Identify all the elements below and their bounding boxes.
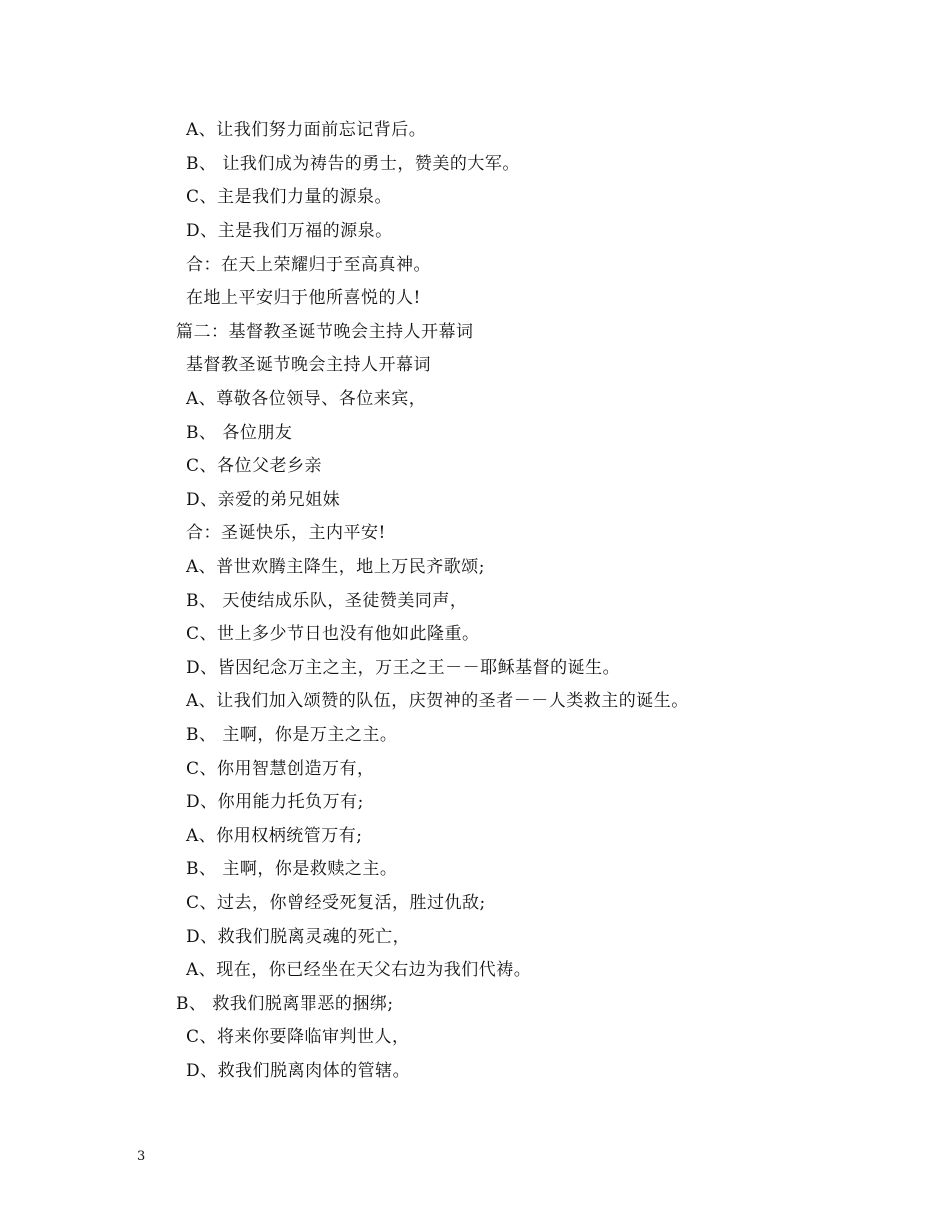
text-line: D、救我们脱离灵魂的死亡，: [186, 927, 411, 947]
text-line: D、亲爱的弟兄姐妹: [186, 490, 341, 510]
text-line: C、过去，你曾经受死复活，胜过仇敌;: [186, 893, 486, 913]
text-line: D、主是我们万福的源泉。: [186, 221, 393, 241]
text-line: A、尊敬各位领导、各位来宾，: [186, 389, 427, 409]
text-line: D、皆因纪念万主之主，万王之王－－耶稣基督的诞生。: [186, 658, 621, 678]
text-line: B、 让我们成为祷告的勇士，赞美的大军。: [186, 154, 520, 174]
text-line: D、救我们脱离肉体的管辖。: [186, 1061, 411, 1081]
text-line: B、 救我们脱离罪恶的捆绑;: [176, 994, 394, 1014]
text-line: A、让我们加入颂赞的队伍，庆贺神的圣者－－人类救主的诞生。: [186, 691, 689, 711]
text-line: C、主是我们力量的源泉。: [186, 187, 393, 207]
text-line: 基督教圣诞节晚会主持人开幕词: [186, 355, 431, 375]
text-line: C、各位父老乡亲: [186, 456, 323, 476]
text-line: B、 各位朋友: [186, 423, 293, 443]
text-line: C、你用智慧创造万有，: [186, 759, 375, 779]
text-line: A、普世欢腾主降生，地上万民齐歌颂;: [186, 557, 486, 577]
section-heading: 篇二：基督教圣诞节晚会主持人开幕词: [176, 322, 474, 342]
text-line: C、将来你要降临审判世人，: [186, 1027, 410, 1047]
text-line: 合：在天上荣耀归于至高真神。: [186, 255, 431, 275]
text-line: A、让我们努力面前忘记背后。: [186, 120, 427, 140]
text-line: B、 天使结成乐队，圣徒赞美同声，: [186, 591, 468, 611]
text-line: B、 主啊，你是救赎之主。: [186, 859, 398, 879]
text-line: C、世上多少节日也没有他如此隆重。: [186, 624, 480, 644]
text-line: B、 主啊，你是万主之主。: [186, 725, 398, 745]
text-line: A、你用权柄统管万有;: [186, 826, 363, 846]
text-line: A、现在，你已经坐在天父右边为我们代祷。: [186, 960, 532, 980]
page-number: 3: [137, 1149, 146, 1164]
text-line: 在地上平安归于他所喜悦的人!: [186, 288, 421, 308]
text-line: 合：圣诞快乐，主内平安!: [186, 523, 386, 543]
text-line: D、你用能力托负万有;: [186, 792, 364, 812]
